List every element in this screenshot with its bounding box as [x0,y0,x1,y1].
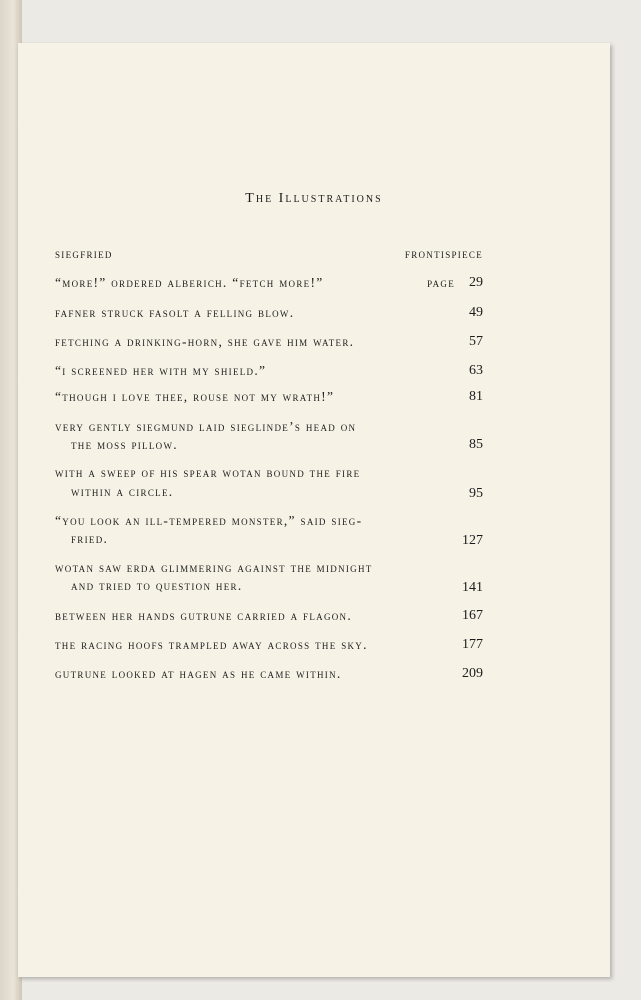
page-number: 95 [469,486,483,501]
illustration-caption-continued: the moss pillow. [71,437,178,452]
illustration-caption: very gently siegmund laid sieglinde’s head on [55,419,357,434]
illustration-caption: “though i love thee, rouse not my wrath!” [55,389,335,404]
illustration-caption: between her hands gutrune carried a flagon. [55,608,353,623]
illustration-caption: with a sweep of his spear wotan bound the fire [55,465,361,480]
page-number: frontispiece [404,246,483,261]
page-number: 177 [462,637,483,652]
illustration-caption-continued: fried. [71,531,109,546]
list-item [55,513,483,553]
page-number: 29 [469,275,483,290]
illustration-caption: “i screened her with my shield.” [55,363,267,378]
list-item [55,465,483,505]
illustration-caption: siegfried [55,246,113,261]
page-number: 85 [469,437,483,452]
illustration-caption: “more!” ordered alberich. “fetch more!” [55,275,324,290]
page-title: The Illustrations [245,191,383,206]
page-number: 81 [469,389,483,404]
illustration-caption: fafner struck fasolt a felling blow. [55,305,295,320]
page-number: 63 [469,363,483,378]
page-number: 127 [462,533,483,548]
page-number: 209 [462,666,483,681]
illustration-caption-continued: within a circle. [71,484,174,499]
list-item [55,560,483,600]
illustration-caption: gutrune looked at hagen as he came within. [55,666,342,681]
illustration-caption: fetching a drinking-horn, she gave him water. [55,334,355,349]
illustration-caption-continued: and tried to question her. [71,578,243,593]
book-page [18,43,610,977]
page-label: page [427,275,455,290]
illustration-caption: wotan saw erda glimmering against the midnight [55,560,373,575]
page-number: 49 [469,305,483,320]
illustration-caption: “you look an ill-tempered monster,” said sieg- [55,513,363,528]
page-number: 57 [469,334,483,349]
illustration-caption: the racing hoofs trampled away across the sky. [55,637,368,652]
list-item [55,419,483,459]
page-number: 141 [462,580,483,595]
page-number: 167 [462,608,483,623]
